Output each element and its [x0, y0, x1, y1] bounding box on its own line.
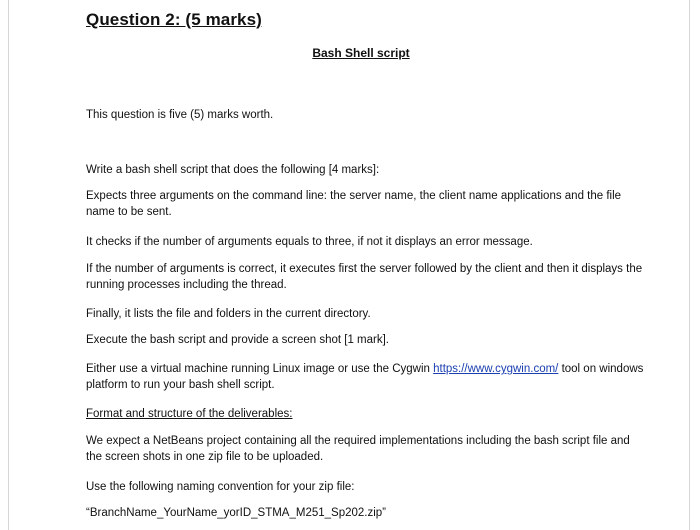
page-right-border [689, 0, 690, 530]
environment-instruction-text [86, 361, 646, 393]
deliverables-heading: Format and structure of the deliverables: [86, 408, 293, 420]
marks-worth-text: This question is five (5) marks worth. [86, 109, 274, 121]
cygwin-link[interactable]: https://www.cygwin.com/ [433, 363, 559, 375]
naming-convention-example: “BranchName_YourName_yorID_STMA_M251_Sp202.zip” [86, 507, 386, 519]
screenshot-instruction-text: Execute the bash script and provide a screen shot [1 mark]. [86, 334, 389, 346]
naming-convention-intro: Use the following naming convention for your zip file: [86, 481, 355, 493]
list-files-text: Finally, it lists the file and folders in the current directory. [86, 308, 371, 320]
argument-check-text: It checks if the number of arguments equals to three, if not it displays an error message. [86, 236, 533, 248]
environment-text-start: Either use a virtual machine running Linux image or use the Cygwin [86, 363, 434, 375]
section-subtitle: Bash Shell script [312, 46, 410, 60]
environment-text-end: tool on windows platform to run your bash shell script. [86, 363, 644, 391]
expects-arguments-text: Expects three arguments on the command line: the server name, the client name applications and the file name to be sent. [86, 190, 622, 218]
execution-order-text: If the number of arguments is correct, it executes first the server followed by the client and then it displays the running processes including the thread. [86, 263, 643, 291]
question-title: Question 2: (5 marks) [86, 10, 262, 29]
project-expectation-text: We expect a NetBeans project containing all the required implementations including the bash script file and the screen shots in one zip file to be uploaded. [86, 435, 630, 463]
task-intro-text: Write a bash shell script that does the following [4 marks]: [86, 164, 380, 176]
page-left-border [8, 0, 9, 530]
